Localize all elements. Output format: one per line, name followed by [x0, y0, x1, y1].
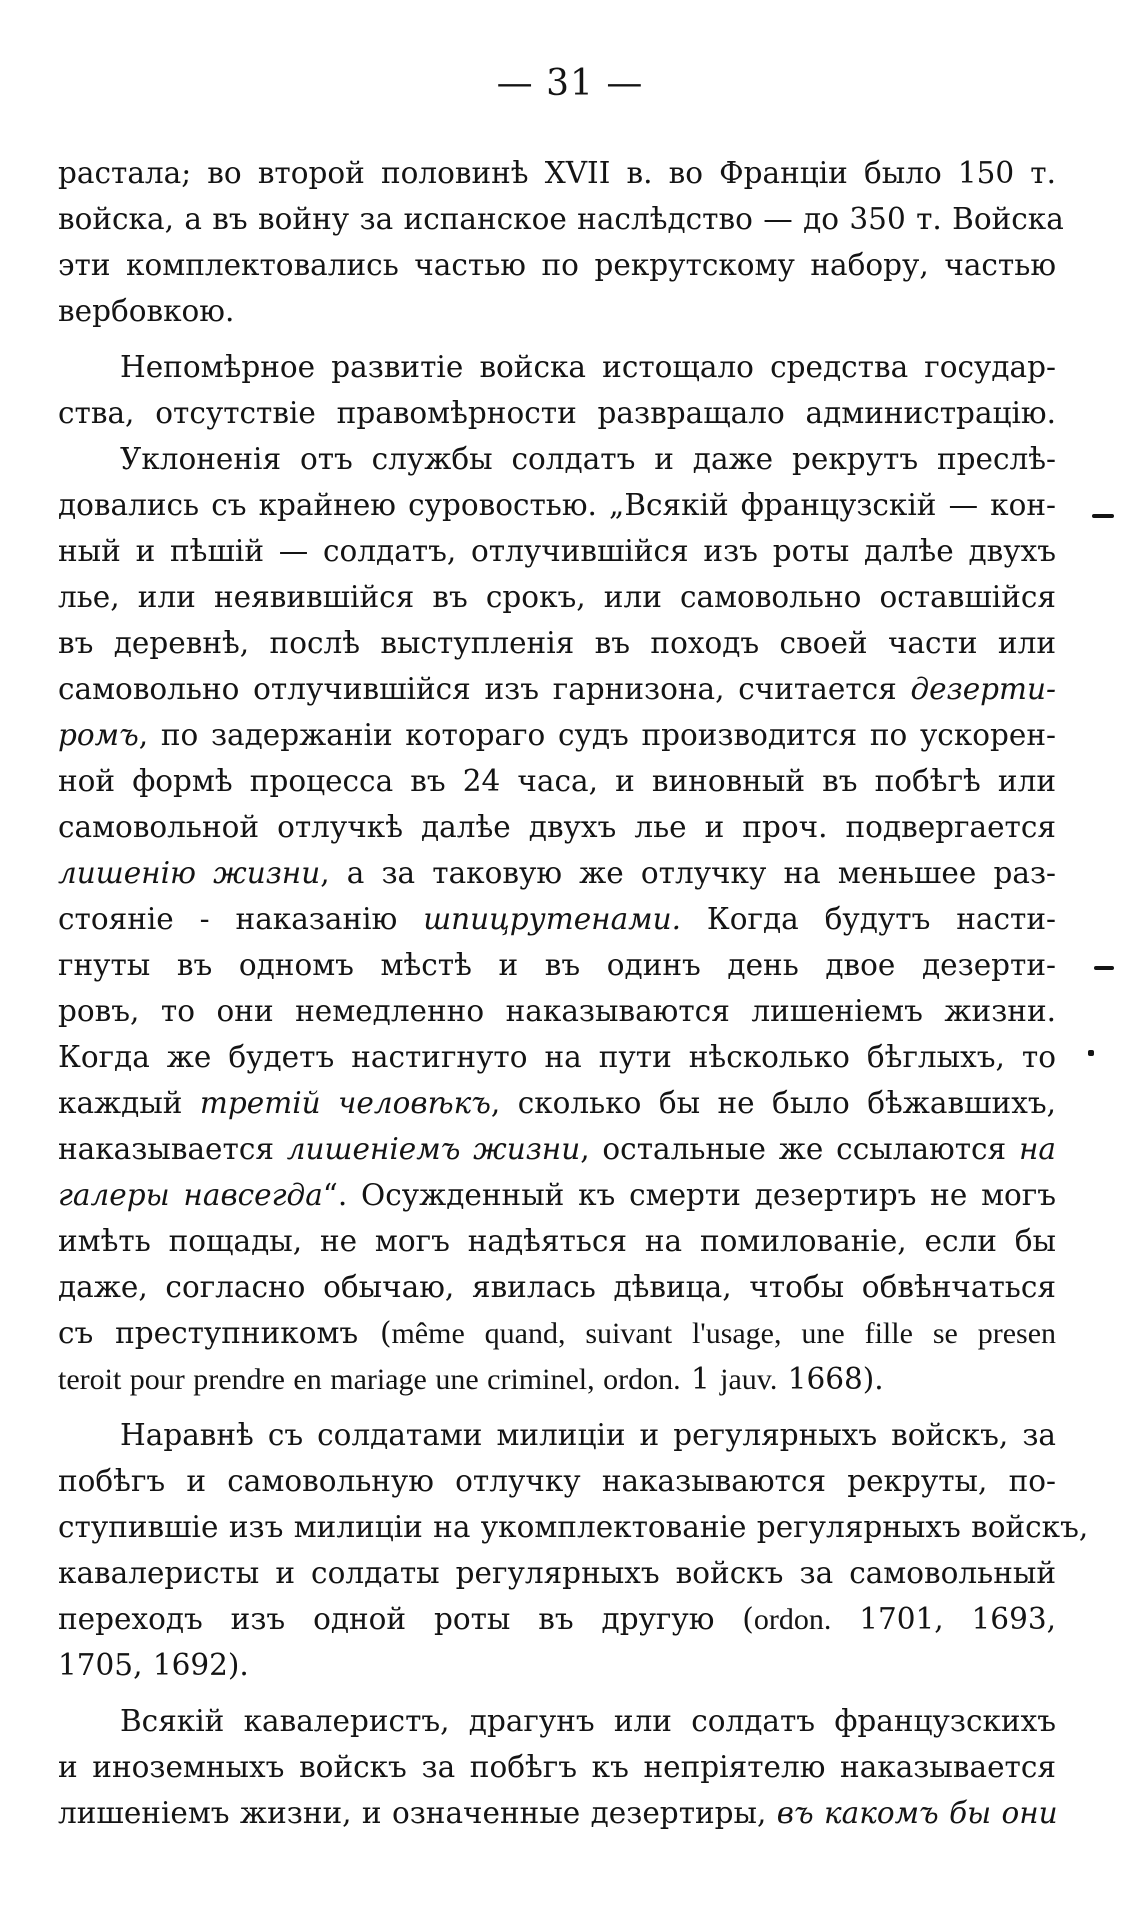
text-line: ступившіе изъ милиціи на укомплектованіе регулярныхъ войскъ, — [58, 1510, 1089, 1544]
italic-run: лишеніемъ жизни — [286, 1132, 581, 1166]
text-line: ный и пѣшій — солдатъ, отлучившійся изъ роты далѣе двухъ — [58, 534, 1056, 568]
text-line: въ деревнѣ, послѣ выступленія въ походъ своей части или — [58, 626, 1056, 660]
italic-run: шпицрутенами. — [423, 902, 682, 936]
text-line — [58, 1356, 1056, 1402]
text-line — [58, 1126, 1056, 1172]
text-line: имѣть пощады, не могъ надѣяться на помилованіе, если бы — [58, 1224, 1056, 1258]
latin-quote-run: jauv. — [720, 1363, 778, 1396]
paragraph-2 — [58, 344, 1056, 436]
italic-run: ромъ — [58, 718, 139, 752]
margin-ink-mark — [1094, 966, 1114, 970]
margin-ink-mark — [1088, 1050, 1094, 1056]
text-run: стояніе - наказанію — [58, 902, 424, 936]
italic-run: галеры навсегда — [58, 1178, 323, 1212]
paragraph-4 — [58, 1412, 1089, 1688]
text-line — [58, 1172, 1056, 1218]
text-run: , сколько бы не было бѣжавшихъ, — [490, 1086, 1056, 1120]
text-line: ровъ, то они немедленно наказываются лишеніемъ жизни. — [58, 994, 1056, 1028]
paragraph-5 — [58, 1698, 1056, 1836]
text-line: Всякій кавалеристъ, драгунъ или солдатъ французскихъ — [120, 1704, 1056, 1738]
text-run: , а за таковую же отлучку на меньшее раз- — [320, 856, 1057, 890]
italic-run: третій человѣкъ — [199, 1086, 491, 1120]
text-line — [58, 1596, 1056, 1642]
text-run: съ преступникомъ ( — [58, 1316, 392, 1350]
text-line: кавалеристы и солдаты регулярныхъ войскъ за самовольный — [58, 1556, 1056, 1590]
text-line — [58, 1310, 1056, 1356]
text-line: эти комплектовались частью по рекрутскому набору, частью — [58, 248, 1056, 282]
text-run: 1 — [680, 1362, 721, 1396]
text-line: Уклоненія отъ службы солдатъ и даже рекрутъ преслѣ- — [120, 442, 1056, 476]
italic-run: въ какомъ бы они — [776, 1796, 1058, 1830]
text-run: самовольно отлучившійся изъ гарнизона, считается — [58, 672, 911, 706]
text-line — [58, 1080, 1056, 1126]
text-line: самовольной отлучкѣ далѣе двухъ лье и проч. подвергается — [58, 810, 1056, 844]
paragraph-3 — [58, 436, 1056, 1402]
text-run: лишеніемъ жизни, и означенные дезертиры, — [58, 1796, 777, 1830]
body-text — [58, 150, 1089, 1836]
text-line — [58, 1790, 1056, 1836]
italic-run: на — [1018, 1132, 1056, 1166]
italic-run: дезерти- — [910, 672, 1056, 706]
page-number: — 31 — — [496, 63, 644, 104]
text-run: переходъ изъ одной роты въ другую ( — [58, 1602, 754, 1636]
text-run: , остальные же ссылаются — [580, 1132, 1019, 1166]
text-line: Когда же будетъ настигнуто на пути нѣсколько бѣглыхъ, то — [58, 1040, 1056, 1074]
margin-ink-mark — [1092, 514, 1114, 518]
text-run: “. Осужденный къ смерти дезертиръ не могъ — [322, 1178, 1056, 1212]
text-line: лье, или неявившійся въ срокъ, или самовольно оставшійся — [58, 580, 1056, 614]
text-line: ства, отсутствіе правомѣрности развращало администрацію. — [58, 396, 1056, 430]
text-line: даже, согласно обычаю, явилась дѣвица, чтобы обвѣнчаться — [58, 1270, 1056, 1304]
text-line: побѣгъ и самовольную отлучку наказываются рекруты, по- — [58, 1464, 1056, 1498]
paragraph-1 — [58, 150, 1064, 334]
text-line: и иноземныхъ войскъ за побѣгъ къ непріятелю наказывается — [58, 1750, 1056, 1784]
text-run: 1668). — [777, 1362, 884, 1396]
text-line: растала; во второй половинѣ XVII в. во Франціи было 150 т. — [58, 156, 1056, 190]
text-line — [58, 712, 1056, 758]
text-line: гнуты въ одномъ мѣстѣ и въ одинъ день двое дезерти- — [58, 948, 1056, 982]
text-line — [58, 666, 1056, 712]
text-line: Наравнѣ съ солдатами милиціи и регулярныхъ войскъ, за — [120, 1418, 1056, 1452]
text-line: войска, а въ войну за испанское наслѣдство — до 350 т. Войска — [58, 202, 1064, 236]
text-run: , по задержаніи котораго судъ производится по ускорен- — [138, 718, 1056, 752]
text-line: Непомѣрное развитіе войска истощало средства государ- — [120, 350, 1056, 384]
italic-run: лишенію жизни — [58, 856, 321, 890]
text-run: наказывается — [58, 1132, 287, 1166]
text-run: 1701, 1693, — [831, 1602, 1056, 1636]
text-run: каждый — [58, 1086, 200, 1120]
text-run: Когда будутъ насти- — [681, 902, 1056, 936]
text-line — [58, 850, 1056, 896]
text-line: ной формѣ процесса въ 24 часа, и виновный въ побѣгѣ или — [58, 764, 1056, 798]
text-line: вербовкою. — [58, 294, 235, 328]
latin-run: ordon. — [753, 1603, 832, 1636]
latin-quote-run: teroit pour prendre en mariage une criminel, ordon. — [58, 1363, 681, 1396]
text-line — [58, 896, 1056, 942]
text-line: довались съ крайнею суровостью. „Всякій французскій — кон- — [58, 488, 1056, 522]
latin-quote-run: même quand, suivant l'usage, une fille se presen — [391, 1317, 1057, 1350]
text-line: 1705, 1692). — [58, 1648, 249, 1682]
